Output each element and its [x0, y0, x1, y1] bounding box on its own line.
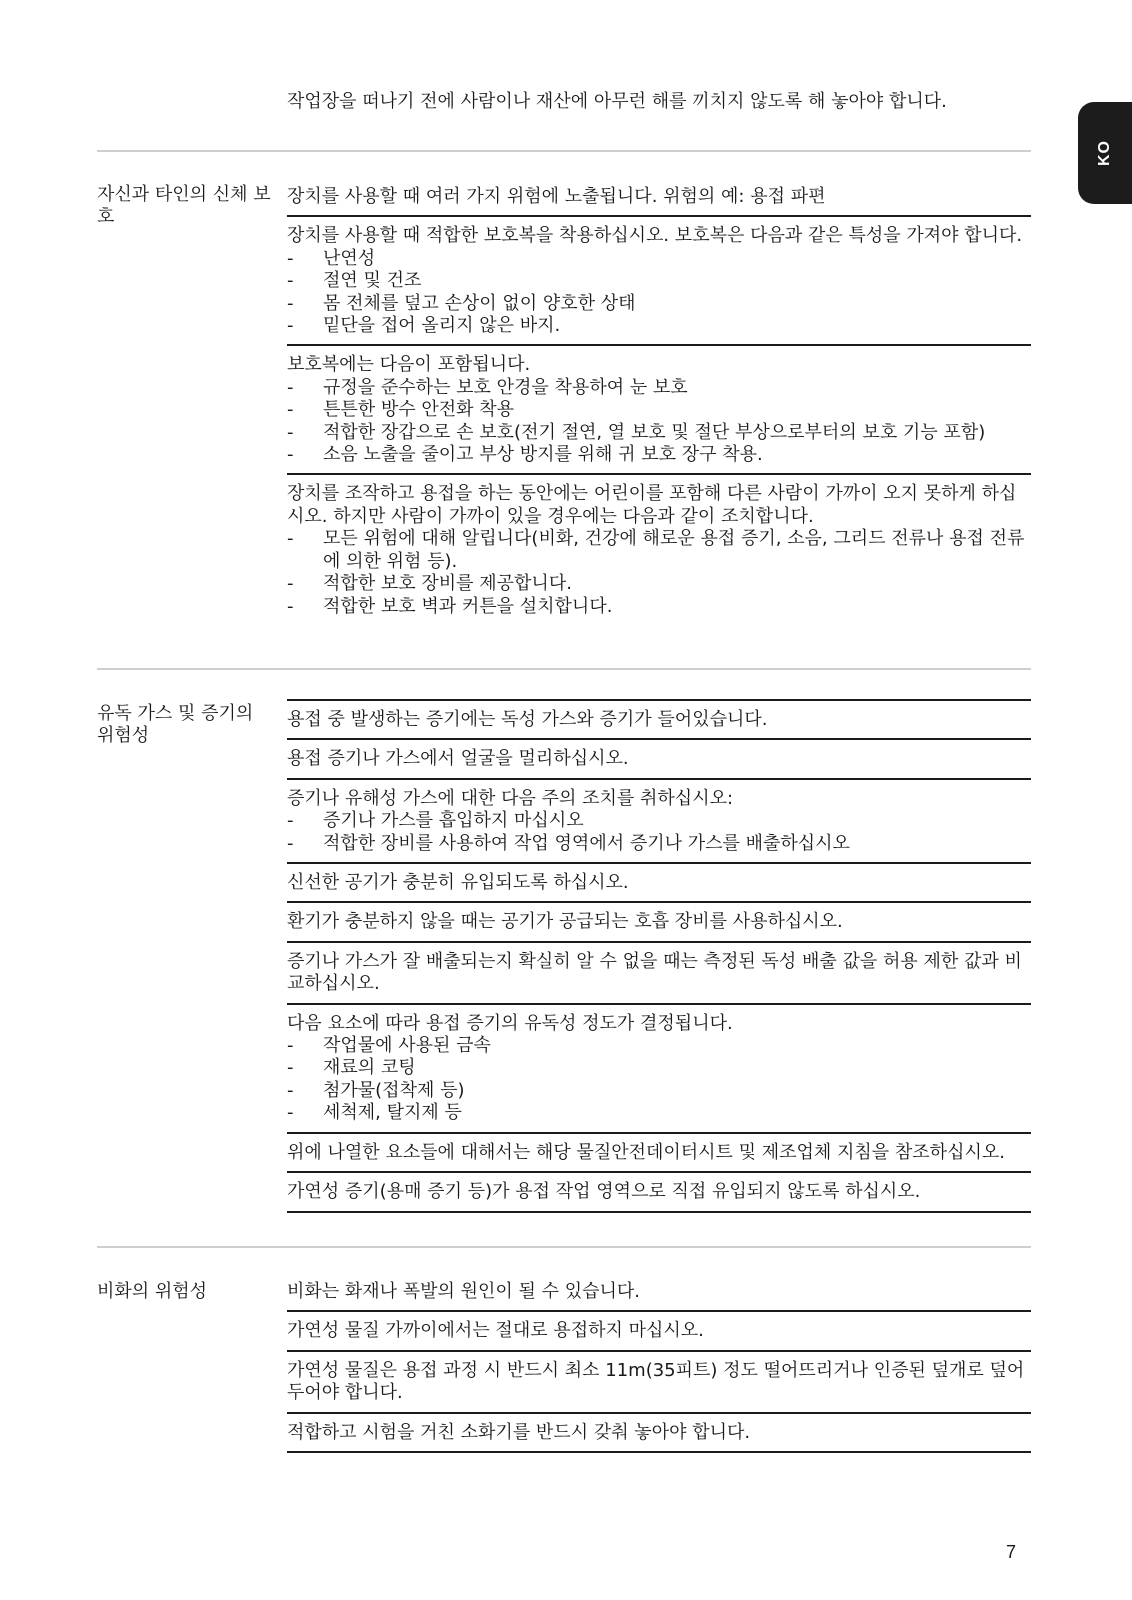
bullet-list [287, 528, 1031, 618]
section-body-protection [287, 178, 1031, 625]
list-item: - 난연성 [287, 248, 1031, 270]
section-body-spark-hazard [287, 1273, 1031, 1453]
list-item: - 작업물에 사용된 금속 [287, 1035, 1031, 1057]
content-block [287, 346, 1031, 475]
content-block [287, 740, 1031, 779]
section-divider [97, 668, 1031, 670]
bullet-list [287, 810, 1031, 855]
block-text: 용접 중 발생하는 증기에는 독성 가스와 증기가 들어있습니다. [287, 709, 768, 730]
block-text: 가연성 증기(용매 증기 등)가 용접 작업 영역으로 직접 유입되지 않도록 하십시오. [287, 1181, 921, 1203]
list-item: - 적합한 보호 장비를 제공합니다. [287, 573, 1031, 595]
section-label-toxic-gas: 유독 가스 및 증기의 위험성 [97, 703, 254, 746]
list-item: - 규정을 준수하는 보호 안경을 착용하여 눈 보호 [287, 377, 1031, 399]
content-block [287, 1414, 1031, 1453]
block-text: 환기가 충분하지 않을 때는 공기가 공급되는 호흡 장비를 사용하십시오. [287, 911, 843, 933]
bullet-list [287, 1035, 1031, 1125]
content-block [287, 1173, 1031, 1212]
content-block [287, 1352, 1031, 1414]
block-text: 증기나 가스가 잘 배출되는지 확실히 알 수 없을 때는 측정된 독성 배출 값을 허용 제한 값과 비교하십시오. [287, 950, 1022, 995]
content-block [287, 1312, 1031, 1351]
block-text: 가연성 물질 가까이에서는 절대로 용접하지 마십시오. [287, 1320, 704, 1342]
block-text: 위에 나열한 요소들에 대해서는 해당 물질안전데이터시트 및 제조업체 지침을 참조하십시오. [287, 1141, 1005, 1163]
block-text: 적합하고 시험을 거친 소화기를 반드시 갖춰 놓아야 합니다. [287, 1421, 751, 1443]
section-divider [97, 1246, 1031, 1248]
list-item: - 적합한 장갑으로 손 보호(전기 절연, 열 보호 및 절단 부상으로부터의 보호 기능 포함) [287, 422, 1031, 444]
content-block [287, 864, 1031, 903]
bullet-list [287, 248, 1031, 338]
content-block [287, 178, 1031, 217]
block-text: 용접 증기나 가스에서 얼굴을 멀리하십시오. [287, 748, 629, 770]
page-number: 7 [1006, 1542, 1017, 1562]
section-body-toxic-gas [287, 699, 1031, 1213]
section-divider [97, 150, 1031, 152]
block-text: 장치를 조작하고 용접을 하는 동안에는 어린이를 포함해 다른 사람이 가까이 오지 못하게 하십시오. 하지만 사람이 가까이 있을 경우에는 다음과 같이 조치합니다. [287, 483, 1017, 527]
intro-text: 작업장을 떠나기 전에 사람이나 재산에 아무런 해를 끼치지 않도록 해 놓아야 합니다. [287, 91, 947, 112]
content-block [287, 780, 1031, 864]
list-item: - 밑단을 접어 올리지 않은 바지. [287, 315, 1031, 337]
list-item: - 튼튼한 방수 안전화 착용 [287, 399, 1031, 421]
section-label-body-protection: 자신과 타인의 신체 보호 [97, 184, 271, 227]
list-item: - 적합한 장비를 사용하여 작업 영역에서 증기나 가스를 배출하십시오 [287, 833, 1031, 855]
block-text: 보호복에는 다음이 포함됩니다. [287, 354, 531, 376]
block-text: 가연성 물질은 용접 과정 시 반드시 최소 11m(35피트) 정도 떨어뜨리거나 인증된 덮개로 덮어두어야 합니다. [287, 1359, 1025, 1404]
block-text: 장치를 사용할 때 여러 가지 위험에 노출됩니다. 위험의 예: 용접 파편 [287, 186, 826, 207]
content-block [287, 217, 1031, 346]
content-block [287, 943, 1031, 1005]
block-text: 다음 요소에 따라 용접 증기의 유독성 정도가 결정됩니다. [287, 1012, 733, 1034]
block-text: 장치를 사용할 때 적합한 보호복을 착용하십시오. 보호복은 다음과 같은 특성을 가져야 합니다. [287, 225, 1023, 247]
block-text: 신선한 공기가 충분히 유입되도록 하십시오. [287, 872, 629, 894]
list-item: - 모든 위험에 대해 알립니다(비화, 건강에 해로운 용접 증기, 소음, 그리드 전류나 용접 전류에 의한 위험 등). [287, 528, 1031, 573]
section-label-spark-hazard: 비화의 위험성 [97, 1281, 208, 1302]
list-item: - 증기나 가스를 흡입하지 마십시오 [287, 810, 1031, 832]
list-item: - 재료의 코팅 [287, 1057, 1031, 1079]
language-tab [1078, 102, 1132, 204]
content-block [287, 1134, 1031, 1173]
content-block [287, 903, 1031, 942]
list-item: - 적합한 보호 벽과 커튼을 설치합니다. [287, 596, 1031, 618]
content-block [287, 1005, 1031, 1134]
list-item: - 소음 노출을 줄이고 부상 방지를 위해 귀 보호 장구 착용. [287, 444, 1031, 466]
list-item: - 절연 및 건조 [287, 270, 1031, 292]
bullet-list [287, 377, 1031, 467]
language-tab-label: KO [1096, 140, 1113, 166]
content-block [287, 475, 1031, 624]
list-item: - 세척제, 탈지제 등 [287, 1102, 1031, 1124]
list-item: - 몸 전체를 덮고 손상이 없이 양호한 상태 [287, 293, 1031, 315]
content-block [287, 701, 1031, 740]
list-item: - 첨가물(접착제 등) [287, 1080, 1031, 1102]
block-text: 증기나 유해성 가스에 대한 다음 주의 조치를 취하십시오: [287, 787, 734, 809]
block-text: 비화는 화재나 폭발의 원인이 될 수 있습니다. [287, 1281, 641, 1302]
content-block [287, 1273, 1031, 1312]
